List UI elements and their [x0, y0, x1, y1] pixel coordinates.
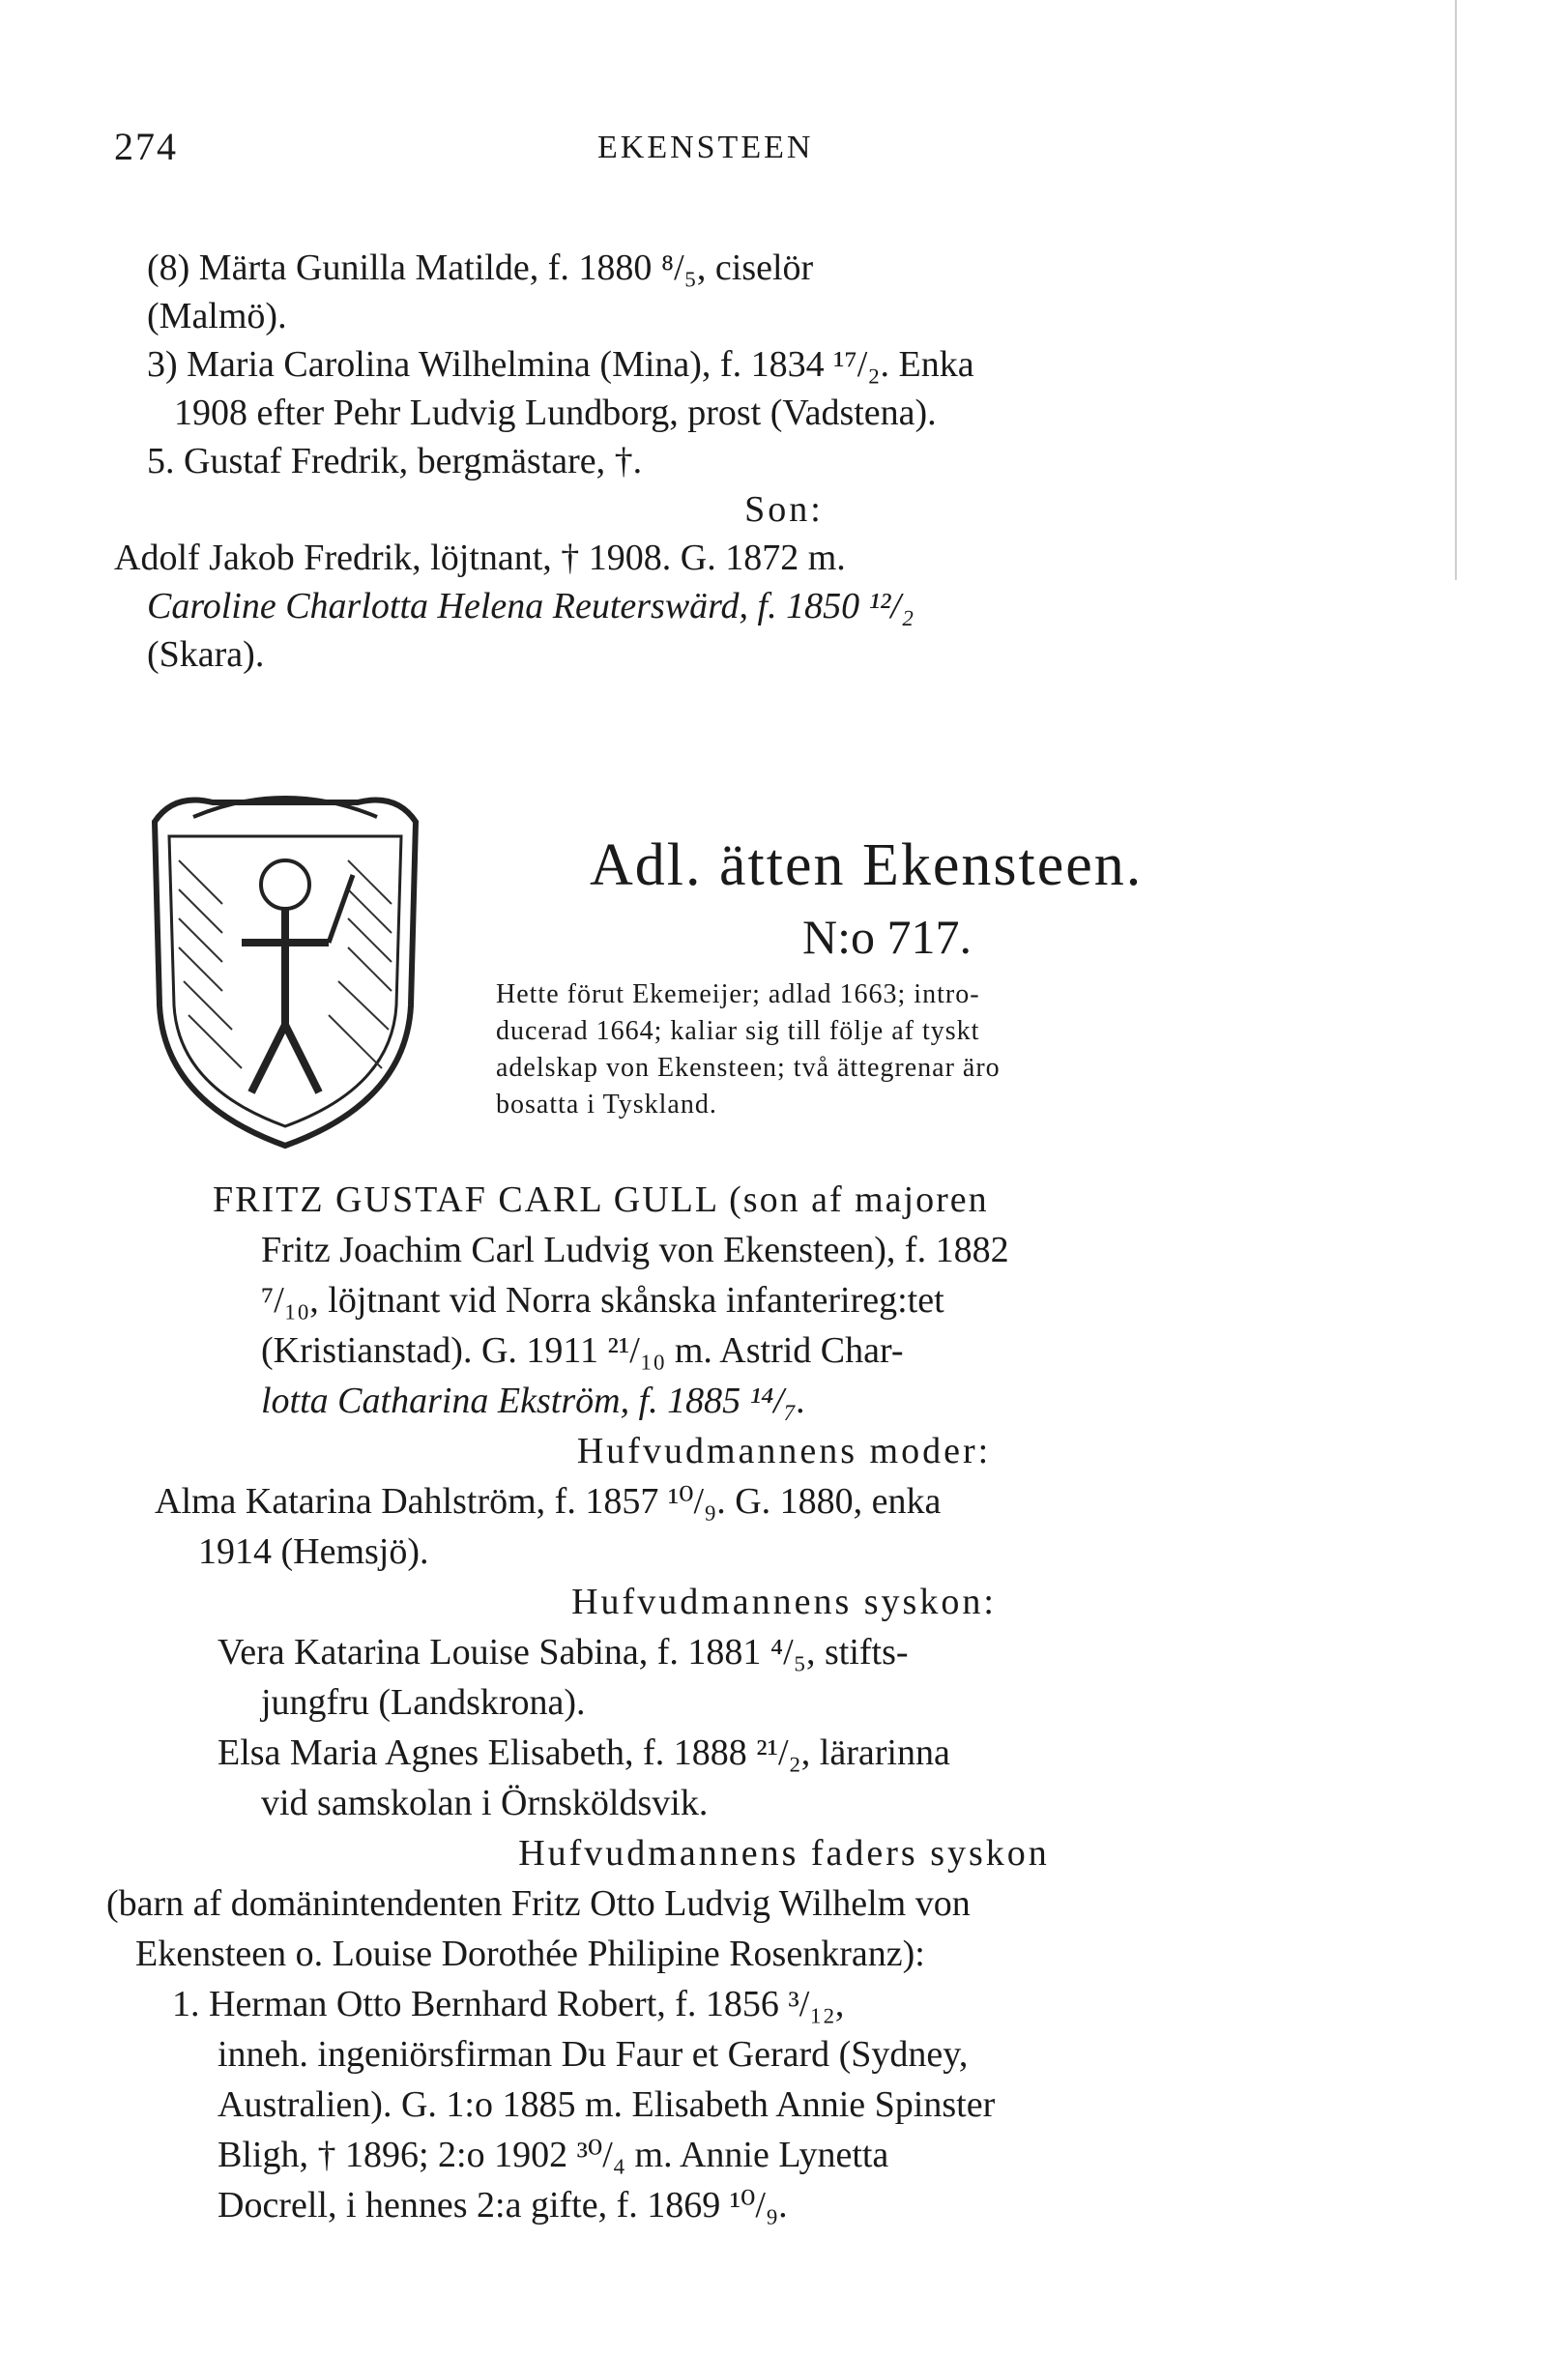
text-line: Caroline Charlotta Helena Reuterswärd, f. 1850 ¹²/₂: [147, 586, 915, 626]
text-line: (8) Märta Gunilla Matilde, f. 1880 ⁸/₅, ciselör: [147, 247, 814, 288]
text-line: 5. Gustaf Fredrik, bergmästare, †.: [147, 441, 643, 481]
text-line: Alma Katarina Dahlström, f. 1857 ¹⁰/₉. G. 1880, enka: [155, 1481, 942, 1522]
family-number: N:o 717.: [802, 910, 972, 964]
text-line: inneh. ingeniörsfirman Du Faur et Gerard (Sydney,: [218, 2034, 969, 2075]
text-line: Elsa Maria Agnes Elisabeth, f. 1888 ²¹/₂, lärarinna: [218, 1732, 950, 1773]
text-line: 1. Herman Otto Bernhard Robert, f. 1856 ³/₁₂,: [172, 1984, 845, 2024]
page-edge-shadow: [1455, 0, 1457, 580]
text-line: ⁷/₁₀, löjtnant vid Norra skånska infanterireg:tet: [261, 1280, 944, 1321]
page-header: [114, 124, 1332, 182]
section-heading: Son:: [744, 489, 824, 530]
page-number: 274: [114, 125, 178, 168]
text-line: 1914 (Hemsjö).: [198, 1531, 429, 1572]
text-line: Adolf Jakob Fredrik, löjtnant, † 1908. G. 1872 m.: [114, 538, 846, 578]
text-line: vid samskolan i Örnsköldsvik.: [261, 1783, 709, 1823]
family-note-line: ducerad 1664; kaliar sig till följe af tyskt: [496, 1016, 980, 1046]
section-heading: Hufvudmannens syskon:: [571, 1582, 997, 1622]
text-line: Ekensteen o. Louise Dorothée Philipine Rosenkranz):: [135, 1934, 925, 1974]
coat-of-arms-icon: [135, 783, 435, 1155]
text-line: (barn af domänintendenten Fritz Otto Ludvig Wilhelm von: [106, 1883, 971, 1924]
section-heading: Hufvudmannens moder:: [576, 1431, 992, 1471]
text-line: lotta Catharina Ekström, f. 1885 ¹⁴/₇.: [261, 1381, 806, 1421]
text-line: jungfru (Landskrona).: [261, 1682, 586, 1723]
text-line: (Skara).: [147, 634, 265, 675]
text-line: Bligh, † 1896; 2:o 1902 ³⁰/₄ m. Annie Lynetta: [218, 2135, 889, 2175]
text-line: (Malmö).: [147, 296, 287, 336]
text-line: 1908 efter Pehr Ludvig Lundborg, prost (Vadstena).: [174, 393, 937, 433]
family-note-line: Hette förut Ekemeijer; adlad 1663; intro-: [496, 979, 980, 1009]
text-line: Docrell, i hennes 2:a gifte, f. 1869 ¹⁰/₉.: [218, 2185, 788, 2226]
text-line: FRITZ GUSTAF CARL GULL (son af majoren: [213, 1179, 989, 1220]
family-note-line: bosatta i Tyskland.: [496, 1090, 717, 1120]
running-title: EKENSTEEN: [597, 130, 814, 165]
text-line: (Kristianstad). G. 1911 ²¹/₁₀ m. Astrid Char-: [261, 1330, 904, 1371]
text-line: Fritz Joachim Carl Ludvig von Ekensteen), f. 1882: [261, 1230, 1009, 1270]
family-note-line: adelskap von Ekensteen; två ättegrenar äro: [496, 1053, 1001, 1083]
text-line: Australien). G. 1:o 1885 m. Elisabeth Annie Spinster: [218, 2084, 996, 2125]
section-heading: Hufvudmannens faders syskon: [518, 1833, 1050, 1874]
text-line: Vera Katarina Louise Sabina, f. 1881 ⁴/₅, stifts-: [218, 1632, 909, 1673]
text-line: 3) Maria Carolina Wilhelmina (Mina), f. 1834 ¹⁷/₂. Enka: [147, 344, 974, 385]
family-title: Adl. ätten Ekensteen.: [590, 832, 1144, 898]
